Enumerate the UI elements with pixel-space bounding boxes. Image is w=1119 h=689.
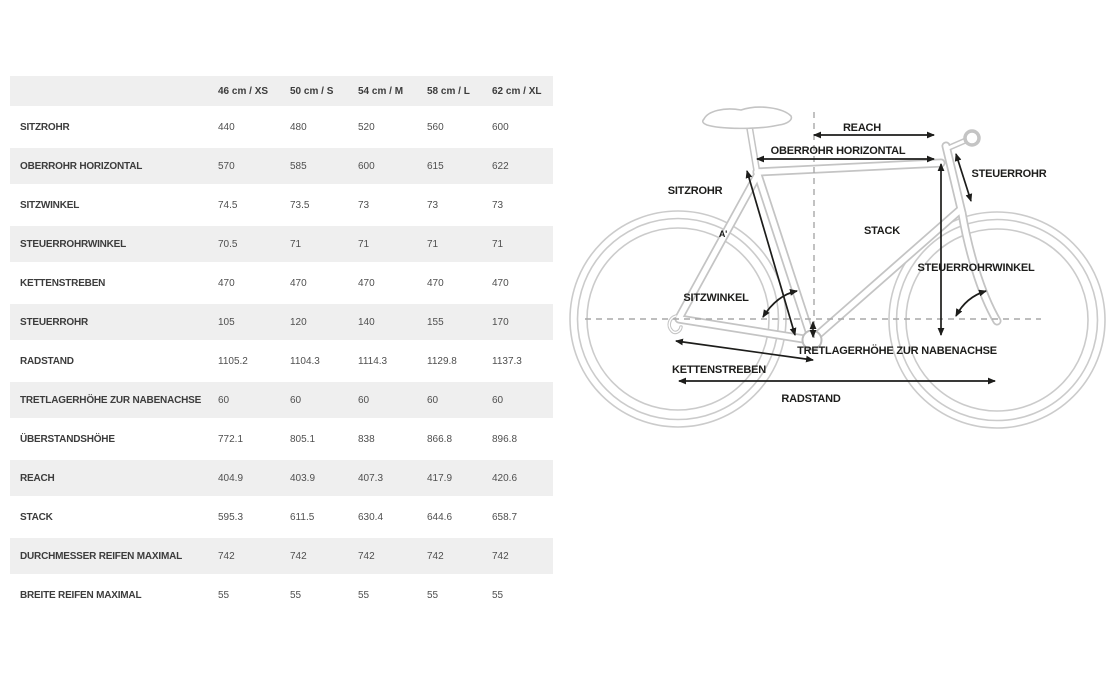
cell: 866.8 [427, 433, 453, 445]
cell: 622 [492, 160, 509, 172]
sitzrohr-label: SITZROHR [667, 185, 723, 197]
cell: 896.8 [492, 433, 518, 445]
geometry-table [10, 76, 553, 616]
sitzwinkel-label: SITZWINKEL [683, 292, 749, 304]
cell: 55 [492, 589, 504, 601]
cell: 742 [358, 550, 375, 562]
cell: 742 [427, 550, 444, 562]
cell: 520 [358, 121, 375, 133]
kettenstreben-arrow [676, 341, 813, 360]
cell: 70.5 [218, 238, 238, 250]
tretlagerhoehe-label: TRETLAGERHÖHE ZUR NABENACHSE [797, 345, 997, 357]
cell: 772.1 [218, 433, 244, 445]
handlebar [965, 131, 979, 145]
cell: 73 [427, 199, 439, 211]
table-row-sitzwinkel [10, 187, 553, 223]
reach-label: REACH [842, 122, 882, 134]
cell: 140 [358, 316, 375, 328]
cell: 470 [290, 277, 307, 289]
row-label: STACK [20, 511, 53, 523]
row-label: TRETLAGERHÖHE ZUR NABENACHSE [20, 394, 202, 406]
cell: 1129.8 [427, 355, 457, 367]
table-row-breite-reifen [10, 577, 553, 613]
row-label: OBERROHR HORIZONTAL [20, 160, 143, 172]
steuerrohrwinkel-label: STEUERROHRWINKEL [917, 262, 1035, 274]
cell: 60 [218, 394, 230, 406]
cell: 170 [492, 316, 509, 328]
cell: 155 [427, 316, 444, 328]
cell: 74.5 [218, 199, 238, 211]
row-label: BREITE REIFEN MAXIMAL [20, 589, 142, 601]
oberrohr-label: OBERROHR HORIZONTAL [770, 145, 906, 157]
cell: 1104.3 [290, 355, 320, 367]
cell: 838 [358, 433, 375, 445]
cell: 60 [492, 394, 504, 406]
cell: 470 [218, 277, 235, 289]
cell: 55 [358, 589, 370, 601]
kettenstreben-label: KETTENSTREBEN [672, 364, 766, 376]
cell: 71 [358, 238, 370, 250]
row-label: RADSTAND [20, 355, 74, 367]
table-row-ueberstandshoehe [10, 421, 553, 457]
cell: 60 [427, 394, 439, 406]
row-label: REACH [20, 472, 55, 484]
size-header-m: 54 cm / M [358, 85, 404, 97]
cell: 470 [492, 277, 509, 289]
cell: 600 [492, 121, 509, 133]
bike-geometry-diagram [560, 75, 1119, 475]
cell: 480 [290, 121, 307, 133]
cell: 420.6 [492, 472, 518, 484]
cell: 600 [358, 160, 375, 172]
a-mark-label: A' [718, 229, 728, 239]
table-row-radstand [10, 343, 553, 379]
cell: 71 [290, 238, 302, 250]
table-row-reach [10, 460, 553, 496]
cell: 60 [358, 394, 370, 406]
cell: 417.9 [427, 472, 453, 484]
size-header-xs: 46 cm / XS [218, 85, 269, 97]
row-label: KETTENSTREBEN [20, 277, 106, 289]
table-row-tretlagerhoehe [10, 382, 553, 418]
cell: 805.1 [290, 433, 316, 445]
cell: 403.9 [290, 472, 316, 484]
row-label: STEUERROHR [20, 316, 89, 328]
cell: 71 [427, 238, 439, 250]
cell: 630.4 [358, 511, 384, 523]
row-label: SITZWINKEL [20, 199, 80, 211]
table-row-steuerrohr [10, 304, 553, 340]
cell: 570 [218, 160, 235, 172]
saddle [703, 107, 792, 128]
cell: 55 [218, 589, 230, 601]
row-label: SITZROHR [20, 121, 70, 133]
cell: 470 [358, 277, 375, 289]
table-row-sitzrohr [10, 109, 553, 145]
cell: 407.3 [358, 472, 384, 484]
cell: 120 [290, 316, 307, 328]
table-row-oberrohr [10, 148, 553, 184]
cell: 1137.3 [492, 355, 522, 367]
table-row-stack [10, 499, 553, 535]
row-label: DURCHMESSER REIFEN MAXIMAL [20, 550, 183, 562]
stack-label: STACK [863, 225, 901, 237]
cell: 742 [218, 550, 235, 562]
cell: 1105.2 [218, 355, 248, 367]
cell: 615 [427, 160, 444, 172]
cell: 470 [427, 277, 444, 289]
size-header-xl: 62 cm / XL [492, 85, 542, 97]
cell: 611.5 [290, 511, 315, 523]
row-label: STEUERROHRWINKEL [20, 238, 127, 250]
cell: 742 [492, 550, 509, 562]
cell: 742 [290, 550, 307, 562]
cell: 73 [492, 199, 504, 211]
radstand-label: RADSTAND [781, 393, 841, 405]
cell: 595.3 [218, 511, 244, 523]
size-header-l: 58 cm / L [427, 85, 470, 97]
cell: 1114.3 [358, 355, 388, 367]
cell: 73 [358, 199, 370, 211]
table-row-steuerrohrwinkel [10, 226, 553, 262]
cell: 55 [290, 589, 302, 601]
cell: 440 [218, 121, 235, 133]
steuerrohr-label: STEUERROHR [971, 168, 1047, 180]
size-header-s: 50 cm / S [290, 85, 334, 97]
cell: 55 [427, 589, 439, 601]
cell: 71 [492, 238, 504, 250]
cell: 644.6 [427, 511, 453, 523]
cell: 105 [218, 316, 235, 328]
cell: 585 [290, 160, 307, 172]
table-row-kettenstreben [10, 265, 553, 301]
cell: 560 [427, 121, 444, 133]
cell: 60 [290, 394, 302, 406]
row-label: ÜBERSTANDSHÖHE [20, 433, 115, 445]
table-header-row [10, 76, 553, 106]
cell: 404.9 [218, 472, 244, 484]
cell: 73.5 [290, 199, 310, 211]
table-row-durchmesser-reifen [10, 538, 553, 574]
cell: 658.7 [492, 511, 518, 523]
